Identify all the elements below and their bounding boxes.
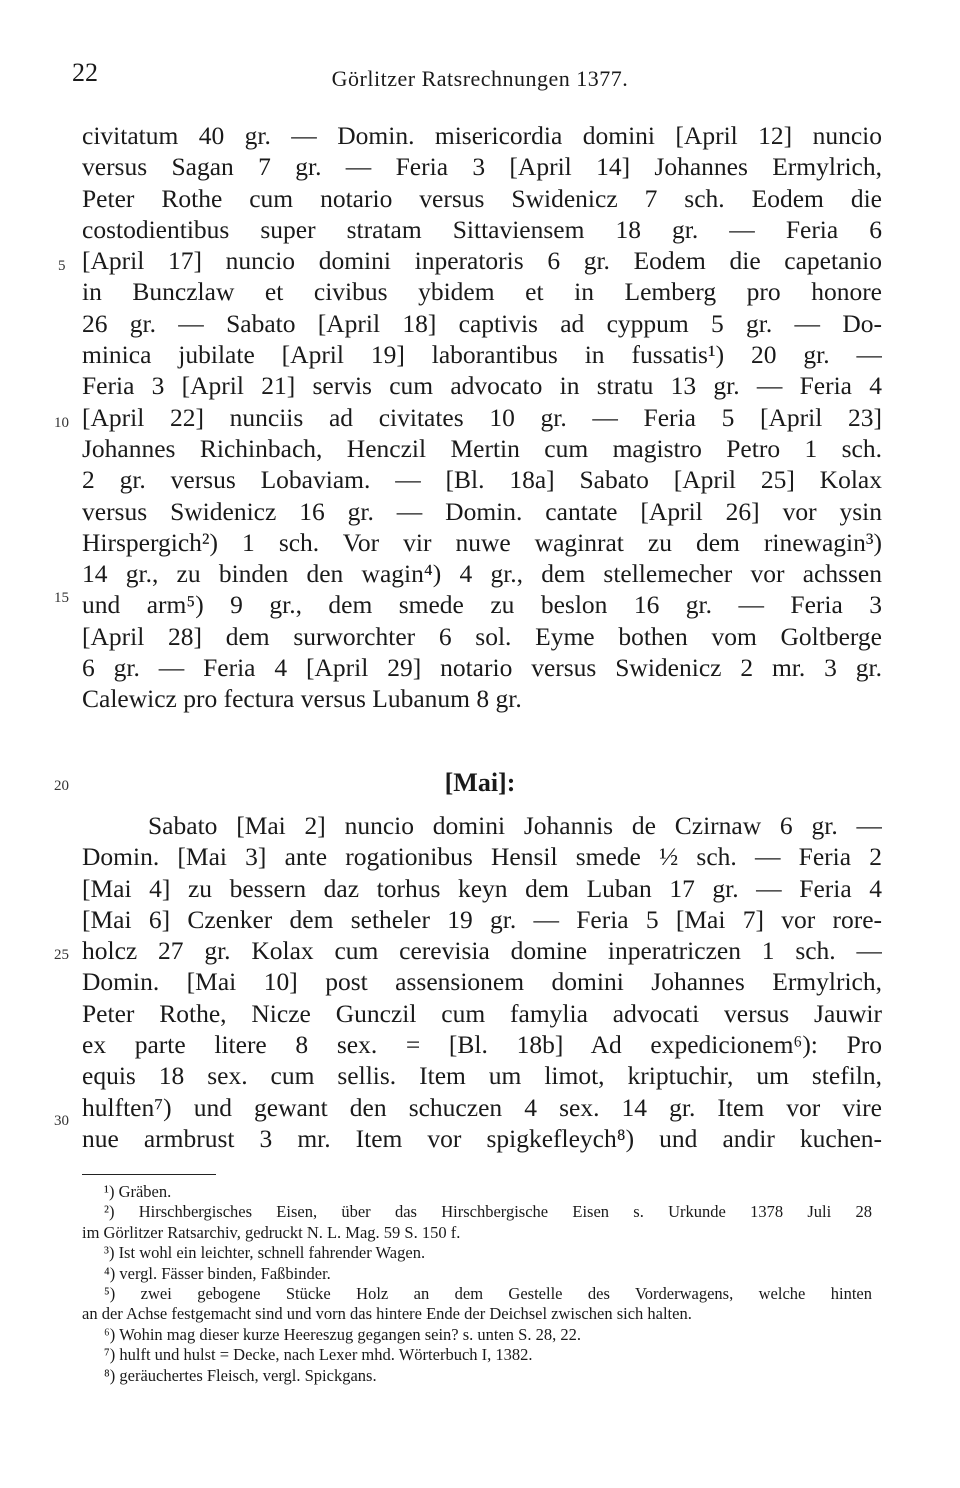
- text-line: und arm⁵) 9 gr., dem smede zu beslon 16 gr. — Feria 3: [82, 590, 882, 620]
- text-line: Sabato [Mai 2] nuncio domini Johannis de Czirnaw 6 gr. —: [148, 811, 882, 840]
- footnote-line: im Görlitzer Ratsarchiv, gedruckt N. L. Mag. 59 S. 150 f.: [82, 1222, 461, 1242]
- text-line: ex parte litere 8 sex. = [Bl. 18b] Ad expedicionem⁶): Pro: [82, 1030, 882, 1060]
- text-block-april: [82, 120, 882, 715]
- footnote-line: ²) Hirschbergisches Eisen, über das Hirschbergische Eisen s. Urkunde 1378 Juli 28: [104, 1202, 872, 1222]
- footnote-line: ¹) Gräben.: [104, 1182, 172, 1201]
- text-line: Feria 3 [April 21] servis cum advocato in stratu 13 gr. — Feria 4: [82, 371, 882, 401]
- text-line: hulften⁷) und gewant den schuczen 4 sex. 14 gr. Item vor vire: [82, 1092, 882, 1122]
- text-line: [Mai 4] zu bessern daz torhus keyn dem Luban 17 gr. — Feria 4: [82, 873, 882, 903]
- text-line: versus Swidenicz 16 gr. — Domin. cantate [April 26] vor ysin: [82, 496, 882, 526]
- text-line: in Bunczlaw et civibus ybidem et in Lemberg pro honore: [82, 277, 882, 307]
- text-line: 26 gr. — Sabato [April 18] captivis ad cyppum 5 gr. — Do-: [82, 308, 882, 338]
- text-line: Johannes Richinbach, Henczil Mertin cum magistro Petro 1 sch.: [82, 433, 882, 463]
- text-line: versus Sagan 7 gr. — Feria 3 [April 14] Johannes Ermylrich,: [82, 152, 882, 182]
- footnote-line: ⁸) geräuchertes Fleisch, vergl. Spickgans.: [104, 1365, 377, 1385]
- text-line: [Mai 6] Czenker dem setheler 19 gr. — Feria 5 [Mai 7] vor rore-: [82, 904, 882, 934]
- text-line: [April 28] dem surworchter 6 sol. Eyme bothen vom Goltberge: [82, 621, 882, 651]
- text-line: 14 gr., zu binden den wagin⁴) 4 gr., dem stellemecher vor achssen: [82, 559, 882, 589]
- footnote-line: ⁷) hulft und hulst = Decke, nach Lexer mhd. Wörterbuch I, 1382.: [104, 1345, 533, 1365]
- section-heading: [Mai]:: [444, 768, 516, 797]
- line-number: 10: [54, 415, 69, 431]
- running-title: Görlitzer Ratsrechnungen 1377.: [331, 66, 629, 91]
- text-line: holcz 27 gr. Kolax cum cerevisia domine inperatriczen 1 sch. —: [82, 936, 882, 966]
- line-number: 20: [54, 778, 69, 794]
- line-number: 25: [54, 947, 69, 963]
- footnote-rule: [82, 1174, 216, 1175]
- text-line: Calewicz pro fectura versus Lubanum 8 gr.: [82, 684, 522, 714]
- text-line: 6 gr. — Feria 4 [April 29] notario versus Swidenicz 2 mr. 3 gr.: [82, 653, 882, 683]
- text-line: nue armbrust 3 mr. Item vor spigkefleych⁸) und andir kuchen-: [82, 1123, 882, 1153]
- text-line: costodientibus super stratam Sittaviensem 18 gr. — Feria 6: [82, 214, 882, 244]
- page-number: 22: [72, 58, 98, 87]
- footnotes: [82, 1182, 872, 1386]
- text-line: Peter Rothe cum notario versus Swidenicz 7 sch. Eodem die: [82, 183, 882, 213]
- text-line: Hirspergich²) 1 sch. Vor vir nuwe waginrat zu dem rinewagin³): [82, 527, 882, 557]
- text-line: equis 18 sex. cum sellis. Item um limot, kriptuchir, um stefiln,: [82, 1061, 882, 1091]
- line-number: 30: [54, 1113, 69, 1129]
- footnote-line: an der Achse festgemacht sind und vorn das hintere Ende der Deichsel zwischen sich halten.: [82, 1304, 692, 1324]
- text-line: Domin. [Mai 3] ante rogationibus Hensil smede ½ sch. — Feria 2: [82, 842, 882, 872]
- footnote-line: ⁴) vergl. Fässer binden, Faßbinder.: [104, 1263, 331, 1283]
- text-line: minica jubilate [April 19] laborantibus in fussatis¹) 20 gr. —: [82, 340, 882, 370]
- text-line: Domin. [Mai 10] post assensionem domini Johannes Ermylrich,: [82, 967, 882, 997]
- line-number: 5: [58, 258, 66, 274]
- text-line: [April 22] nunciis ad civitates 10 gr. — Feria 5 [April 23]: [82, 402, 882, 432]
- line-number: 15: [54, 590, 69, 606]
- text-line: 2 gr. versus Lobaviam. — [Bl. 18a] Sabato [April 25] Kolax: [82, 465, 882, 495]
- footnote-line: ⁵) zwei gebogene Stücke Holz an dem Gestelle des Vorderwagens, welche hinten: [104, 1283, 872, 1303]
- text-line: [April 17] nuncio domini inperatoris 6 gr. Eodem die capetanio: [82, 246, 882, 276]
- text-block-mai: [82, 810, 882, 1154]
- text-line: Peter Rothe, Nicze Gunczil cum famylia advocati versus Jauwir: [82, 998, 882, 1028]
- text-line: civitatum 40 gr. — Domin. misericordia domini [April 12] nuncio: [82, 121, 882, 150]
- footnote-line: ⁶) Wohin mag dieser kurze Heereszug gegangen sein? s. unten S. 28, 22.: [104, 1324, 581, 1344]
- footnote-line: ³) Ist wohl ein leichter, schnell fahrender Wagen.: [104, 1243, 426, 1263]
